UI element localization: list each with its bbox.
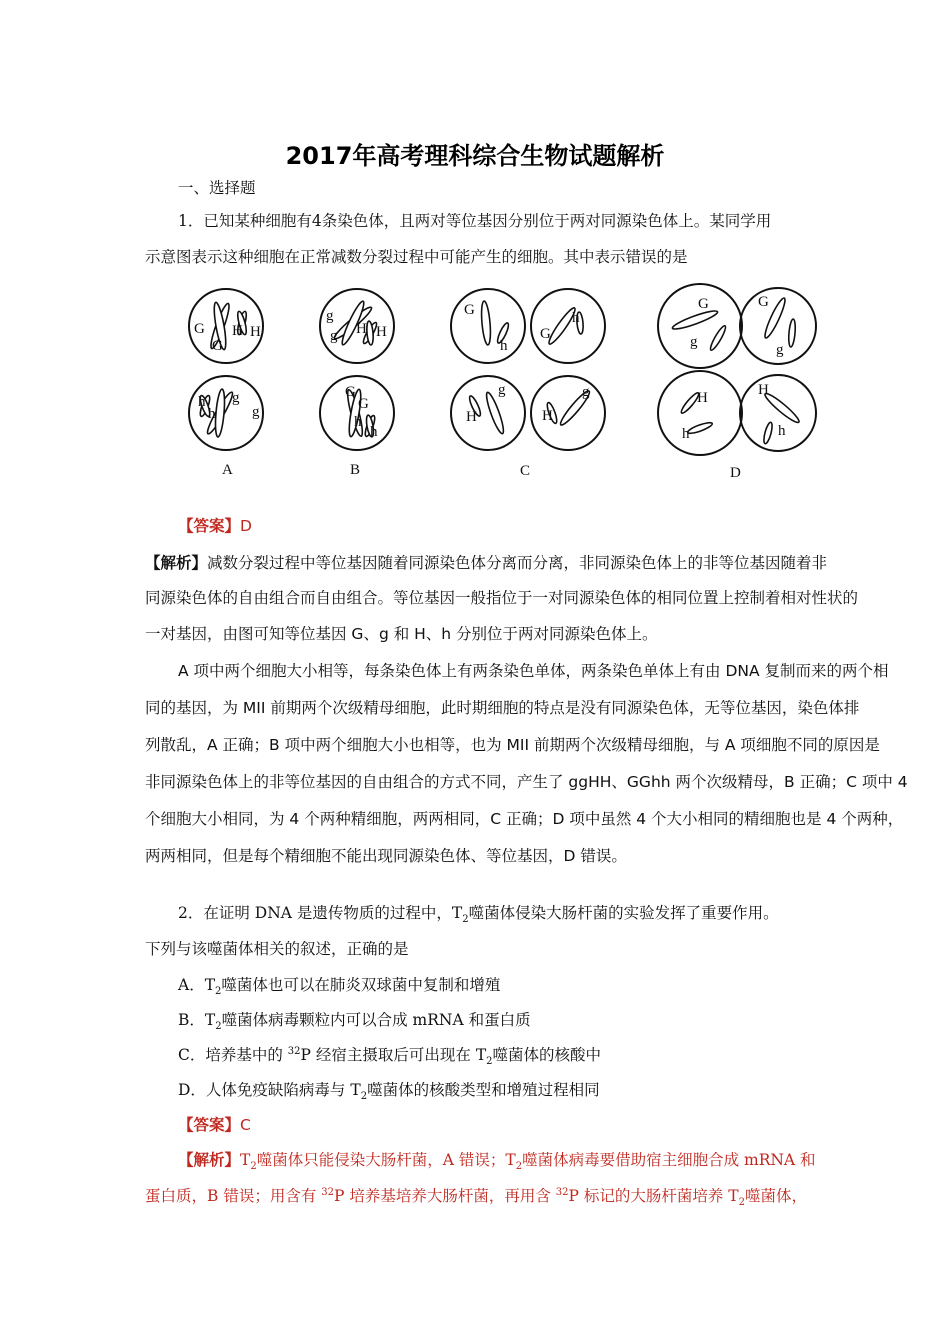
gene-label: H (376, 324, 387, 340)
answer-value: D (240, 517, 252, 535)
option-label-d: D (730, 465, 741, 481)
q1-analysis-line: 两两相同，但是每个精细胞不能出现同源染色体、等位基因，D 错误。 (145, 847, 627, 865)
gene-label: g (776, 342, 784, 358)
q2-option-d: D．人体免疫缺陷病毒与 $T_2$噬菌体的核酸类型和增殖过程相同 (178, 1081, 600, 1103)
gene-label: G (758, 294, 769, 310)
q2-stem-line1: 2．在证明 DNA 是遗传物质的过程中，$T_2$噬菌体侵染大肠杆菌的实验发挥了重要作用。 (178, 904, 779, 926)
q1-analysis-line: 个细胞大小相同，为 4 个两种精细胞，两两相同，C 正确；D 项中虽然 4 个大小相同的精细胞也是 4 个两种， (145, 810, 904, 828)
gene-label: h (198, 394, 206, 410)
gene-label: h (572, 310, 580, 326)
gene-label: H (697, 390, 708, 406)
q1-answer (178, 514, 252, 536)
gene-label: G (358, 396, 369, 412)
meiosis-figure (170, 278, 820, 483)
gene-label: g (690, 334, 698, 350)
cell-d-3 (658, 371, 742, 455)
section-heading: 一、选择题 (178, 179, 256, 197)
gene-label: h (370, 424, 378, 440)
gene-label: H (250, 324, 261, 340)
q2-analysis-line: 【解析】$T_2$噬菌体只能侵染大肠杆菌，A 错误；$T_2$噬菌体病毒要借助宿主细胞合成 mRNA 和 (178, 1151, 816, 1173)
gene-label: g (582, 384, 590, 400)
cell-d-4 (740, 375, 816, 451)
q2-analysis-line: 蛋白质，B 错误；用含有 $^{32}$P 培养基培养大肠杆菌，再用含 $^{32}$P 标记的大肠杆菌培养 $T_2$噬菌体， (145, 1186, 808, 1209)
q2-stem-line2: 下列与该噬菌体相关的叙述，正确的是 (145, 940, 409, 958)
gene-label: H (356, 321, 367, 337)
gene-label: g (252, 404, 260, 420)
cell-c-3 (451, 376, 525, 450)
gene-label: G (345, 384, 356, 400)
q1-stem-line2: 示意图表示这种细胞在正常减数分裂过程中可能产生的细胞。其中表示错误的是 (145, 248, 688, 266)
q2-option-c: C．培养基中的 $^{32}$P 经宿主摄取后可出现在 $T_2$噬菌体的核酸中 (178, 1045, 602, 1068)
gene-label: h (500, 338, 508, 354)
gene-label: H (758, 382, 769, 398)
gene-label: G (212, 338, 223, 354)
option-label-a: A (222, 462, 233, 478)
option-label-b: B (350, 462, 361, 478)
analysis-tag: 【解析】 (145, 554, 208, 572)
gene-label: g (330, 328, 338, 344)
q2-answer (178, 1113, 251, 1135)
answer-value: C (240, 1116, 251, 1134)
gene-label: h (778, 423, 786, 439)
q1-analysis-line: 列散乱，A 正确；B 项中两个细胞大小也相等，也为 MII 前期两个次级精母细胞，与 A 项细胞不同的原因是 (145, 736, 880, 754)
answer-tag: 【答案】 (178, 517, 241, 535)
gene-label: h (208, 406, 216, 422)
gene-label: h (682, 426, 690, 442)
page-title: 2017年高考理科综合生物试题解析 (285, 142, 665, 170)
gene-label: G (698, 296, 709, 312)
gene-label: h (354, 414, 362, 430)
gene-label: g (326, 308, 334, 324)
gene-label: G (194, 321, 205, 337)
analysis-tag: 【解析】 (178, 1151, 241, 1169)
gene-label: g (498, 382, 506, 398)
gene-label: G (464, 302, 475, 318)
gene-label: g (232, 390, 240, 406)
gene-label: G (540, 326, 551, 342)
option-label-c: C (520, 463, 531, 479)
q1-analysis-line: 【解析】减数分裂过程中等位基因随着同源染色体分离而分离，非同源染色体上的非等位基因随着非 (145, 554, 828, 572)
q1-analysis-line: A 项中两个细胞大小相等，每条染色体上有两条染色单体，两条染色单体上有由 DNA 复制而来的两个相 (178, 662, 889, 680)
answer-tag: 【答案】 (178, 1116, 241, 1134)
q1-stem-line1: 1．已知某种细胞有4条染色体，且两对等位基因分别位于两对同源染色体上。某同学用 (178, 212, 772, 230)
q1-analysis-line: 同源染色体的自由组合而自由组合。等位基因一般指位于一对同源染色体的相同位置上控制着相对性状的 (145, 589, 859, 607)
q2-option-a: A．$T_2$噬菌体也可以在肺炎双球菌中复制和增殖 (178, 976, 501, 998)
q1-analysis-line: 同的基因，为 MII 前期两个次级精母细胞，此时期细胞的特点是没有同源染色体，无等位基因，染色体排 (145, 699, 860, 717)
q1-analysis-line: 一对基因，由图可知等位基因 G、g 和 H、h 分别位于两对同源染色体上。 (145, 625, 658, 643)
q1-analysis-line: 非同源染色体上的非等位基因的自由组合的方式不同，产生了 ggHH、GGhh 两个次级精母，B 正确；C 项中 4 (145, 773, 908, 791)
gene-label: H (466, 409, 477, 425)
gene-label: H (542, 408, 553, 424)
q2-option-b: B．$T_2$噬菌体病毒颗粒内可以合成 mRNA 和蛋白质 (178, 1011, 531, 1033)
gene-label: H (232, 323, 243, 339)
